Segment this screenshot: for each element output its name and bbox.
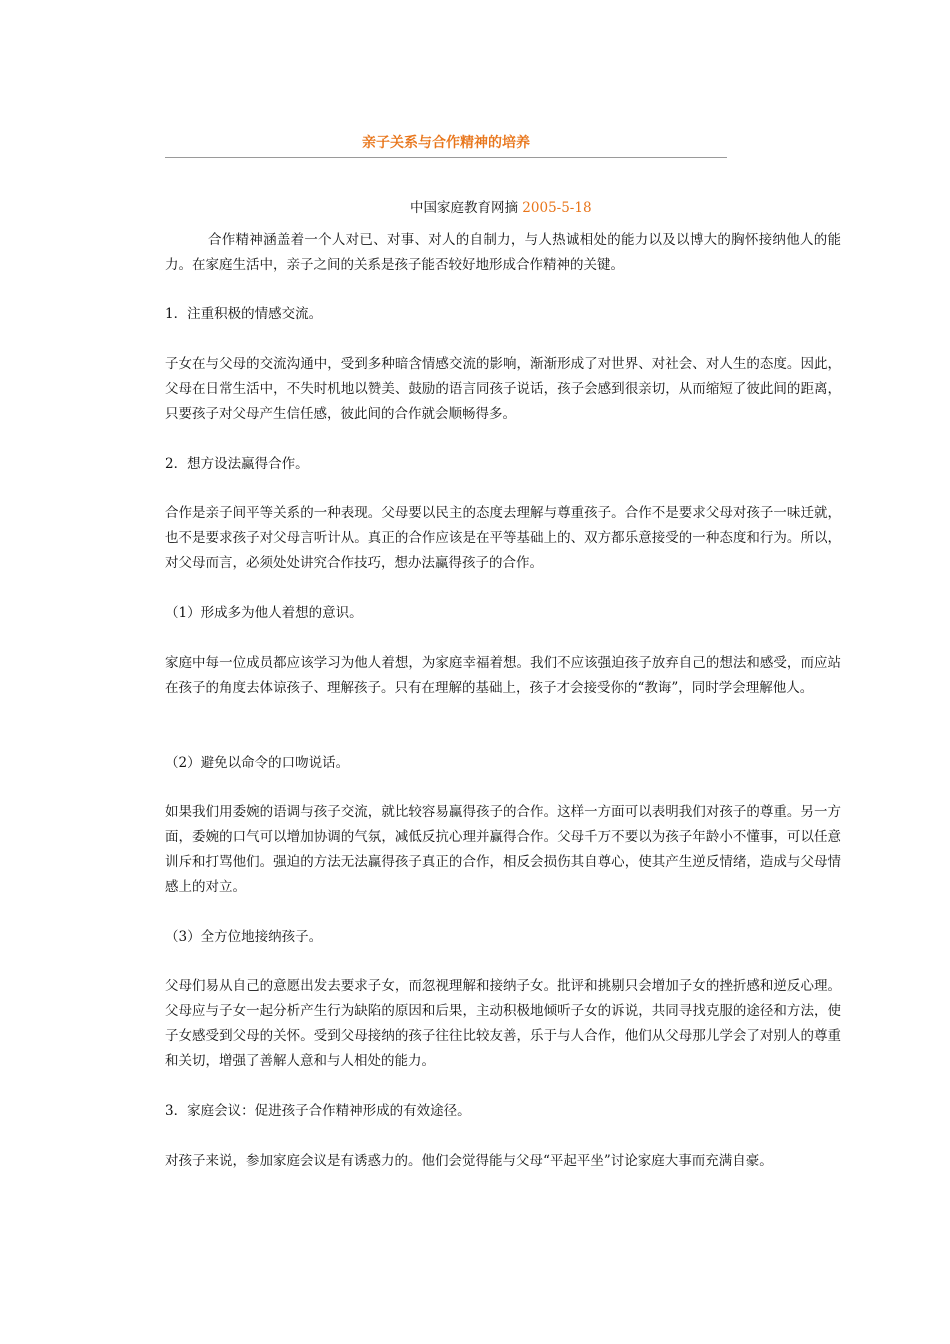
article-title: 亲子关系与合作精神的培养 [362, 135, 530, 151]
heading-3: 3．家庭会议：促进孩子合作精神形成的有效途径。 [165, 1103, 471, 1119]
subheading-2-3: （3）全方位地接纳孩子。 [165, 929, 323, 945]
paragraph-1: 子女在与父母的交流沟通中，受到多种暗含情感交流的影响，渐渐形成了对世界、对社会、对人生的态度。因此，父母在日常生活中，不失时机地以赞美、鼓励的语言同孩子说话，孩子会感到很亲切，从而缩短了彼此间的距离，只要孩子对父母产生信任感，彼此间的合作就会顺畅得多。 [165, 356, 841, 422]
subheading-2-2: （2）避免以命令的口吻说话。 [165, 755, 350, 771]
paragraph-2-3: 父母们易从自己的意愿出发去要求子女，而忽视理解和接纳子女。批评和挑剔只会增加子女的挫折感和逆反心理。父母应与子女一起分析产生行为缺陷的原因和后果，主动积极地倾听子女的诉说，共同寻找克服的途径和方法，使子女感受到父母的关怀。受到父母接纳的孩子往往比较友善，乐于与人合作，他们从父母那儿学会了对别人的尊重和关切，增强了善解人意和与人相处的能力。 [165, 978, 841, 1069]
article-source-line [410, 196, 592, 216]
publish-date: 2005-5-18 [522, 200, 592, 216]
subheading-2-1: （1）形成多为他人着想的意识。 [165, 605, 363, 621]
paragraph-3: 对孩子来说，参加家庭会议是有诱惑力的。他们会觉得能与父母“平起平坐”讨论家庭大事而充满自豪。 [165, 1153, 773, 1169]
heading-2: 2．想方设法赢得合作。 [165, 456, 309, 472]
paragraph-2-2: 如果我们用委婉的语调与孩子交流，就比较容易赢得孩子的合作。这样一方面可以表明我们对孩子的尊重。另一方面，委婉的口气可以增加协调的气氛，减低反抗心理并赢得合作。父母千万不要以为孩子年龄小不懂事，可以任意训斥和打骂他们。强迫的方法无法赢得孩子真正的合作，相反会损伤其自尊心，使其产生逆反情绪，造成与父母情感上的对立。 [165, 804, 841, 895]
paragraph-2: 合作是亲子间平等关系的一种表现。父母要以民主的态度去理解与尊重孩子。合作不是要求父母对孩子一味迁就，也不是要求孩子对父母言听计从。真正的合作应该是在平等基础上的、双方都乐意接受的一种态度和行为。所以，对父母而言，必须处处讲究合作技巧，想办法赢得孩子的合作。 [165, 505, 841, 571]
title-divider [165, 157, 727, 158]
heading-1: 1．注重积极的情感交流。 [165, 306, 323, 322]
paragraph-2-1: 家庭中每一位成员都应该学习为他人着想，为家庭幸福着想。我们不应该强迫孩子放弃自己的想法和感受，而应站在孩子的角度去体谅孩子、理解孩子。只有在理解的基础上，孩子才会接受你的“教诲”，同时学会理解他人。 [165, 655, 841, 696]
source-name: 中国家庭教育网摘 [410, 200, 518, 216]
paragraph-intro: 合作精神涵盖着一个人对已、对事、对人的自制力，与人热诚相处的能力以及以博大的胸怀接纳他人的能力。在家庭生活中，亲子之间的关系是孩子能否较好地形成合作精神的关键。 [165, 232, 841, 273]
